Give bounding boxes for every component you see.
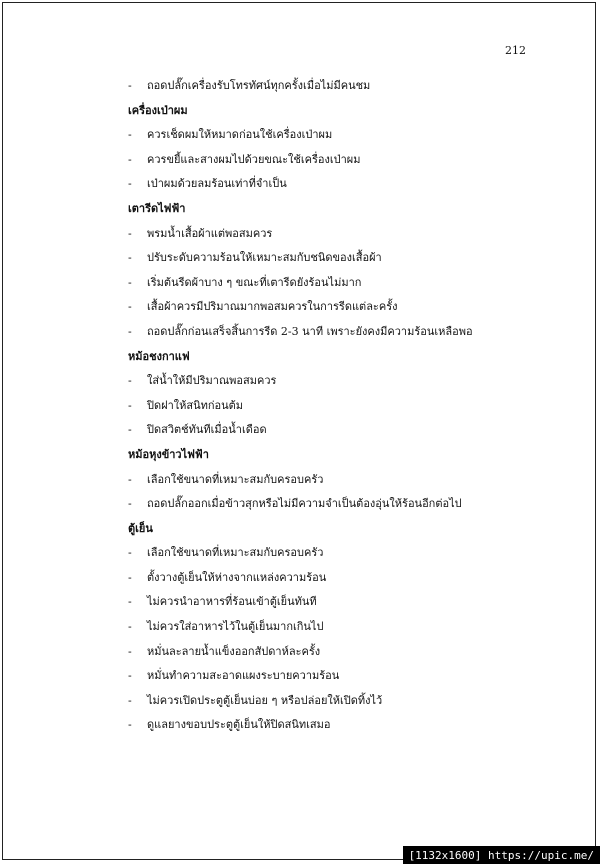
list-item-text: ปิดสวิตช์ทันทีเมื่อน้ำเดือด xyxy=(147,423,267,437)
page-number: 212 xyxy=(505,44,526,57)
list-item-text: เป่าผมด้วยลมร้อนเท่าที่จำเป็น xyxy=(147,177,287,191)
list-item xyxy=(128,297,548,322)
bullet-dash: - xyxy=(128,152,132,166)
list-item-text: ไม่ควรเปิดประตูตู้เย็นบ่อย ๆ หรือปล่อยให้เปิดทิ้งไว้ xyxy=(147,693,383,707)
list-item xyxy=(128,470,548,495)
list-item-text: ดูแลยางขอบประตูตู้เย็นให้ปิดสนิทเสมอ xyxy=(147,718,331,732)
bullet-dash: - xyxy=(128,620,132,634)
list-item-text: ปรับระดับความร้อนให้เหมาะสมกับชนิดของเสื้อผ้า xyxy=(147,251,382,265)
list-item-text: ถอดปลั๊กก่อนเสร็จสิ้นการรีด 2-3 นาที เพราะยังคงมีความร้อนเหลือพอ xyxy=(147,324,473,338)
list-item-text: เริ่มต้นรีดผ้าบาง ๆ ขณะที่เตารีดยังร้อนไม่มาก xyxy=(147,275,362,289)
list-item xyxy=(128,174,548,199)
list-item-text: ปิดฝาให้สนิทก่อนต้ม xyxy=(147,398,244,412)
bullet-dash: - xyxy=(128,546,132,560)
bullet-dash: - xyxy=(128,497,132,511)
section-heading: เตารีดไฟฟ้า xyxy=(128,201,186,215)
list-item xyxy=(128,666,548,691)
list-item xyxy=(128,420,548,445)
bullet-dash: - xyxy=(128,300,132,314)
section-heading: หม้อหุงข้าวไฟฟ้า xyxy=(128,447,209,461)
bullet-dash: - xyxy=(128,79,132,92)
bullet-dash: - xyxy=(128,669,132,683)
bullet-dash: - xyxy=(128,275,132,289)
bullet-dash: - xyxy=(128,472,132,486)
list-item xyxy=(128,543,548,568)
bullet-dash: - xyxy=(128,177,132,191)
list-item xyxy=(128,125,548,150)
list-item xyxy=(128,248,548,273)
list-item xyxy=(128,150,548,175)
list-item xyxy=(128,322,548,347)
bullet-dash: - xyxy=(128,595,132,609)
list-item-text: หมั่นละลายน้ำแข็งออกสัปดาห์ละครั้ง xyxy=(147,644,321,658)
section-heading: เครื่องเป่าผม xyxy=(128,103,188,117)
list-item xyxy=(128,691,548,716)
bullet-dash: - xyxy=(128,693,132,707)
section-heading: ตู้เย็น xyxy=(128,521,153,535)
list-item-text: เลือกใช้ขนาดที่เหมาะสมกับครอบครัว xyxy=(147,546,324,560)
list-item xyxy=(128,592,548,617)
list-item-text: ถอดปลั๊กออกเมื่อข้าวสุกหรือไม่มีความจำเป็นต้องอุ่นให้ร้อนอีกต่อไป xyxy=(147,497,462,511)
list-item-text: ตั้งวางตู้เย็นให้ห่างจากแหล่งความร้อน xyxy=(147,570,327,584)
bullet-dash: - xyxy=(128,398,132,412)
bullet-dash: - xyxy=(128,374,132,388)
list-item-text: ไม่ควรใส่อาหารไว้ในตู้เย็นมากเกินไป xyxy=(147,620,324,634)
list-item-text: ถอดปลั๊กเครื่องรับโทรทัศน์ทุกครั้งเมื่อไม่มีคนชม xyxy=(147,79,371,92)
list-item-text: ใส่น้ำให้มีปริมาณพอสมควร xyxy=(147,374,277,388)
list-item xyxy=(128,396,548,421)
bullet-dash: - xyxy=(128,324,132,338)
list-item xyxy=(128,642,548,667)
list-item-text: เสื้อผ้าควรมีปริมาณมากพอสมควรในการรีดแต่ละครั้ง xyxy=(147,300,398,314)
bullet-dash: - xyxy=(128,570,132,584)
bullet-dash: - xyxy=(128,226,132,240)
list-item xyxy=(128,617,548,642)
list-item-text: ควรเช็ดผมให้หมาดก่อนใช้เครื่องเป่าผม xyxy=(147,128,333,142)
document-body xyxy=(128,76,548,740)
list-item xyxy=(128,273,548,298)
list-item xyxy=(128,494,548,519)
bullet-dash: - xyxy=(128,128,132,142)
list-item-text: ควรขยี้และสางผมไปด้วยขณะใช้เครื่องเป่าผม xyxy=(147,152,361,166)
list-item-text: เลือกใช้ขนาดที่เหมาะสมกับครอบครัว xyxy=(147,472,324,486)
list-item xyxy=(128,715,548,740)
list-item xyxy=(128,568,548,593)
list-item-text: ไม่ควรนำอาหารที่ร้อนเข้าตู้เย็นทันที xyxy=(147,595,317,609)
list-item xyxy=(128,76,548,101)
section-heading: หม้อชงกาแฟ xyxy=(128,349,190,363)
list-item-text: หมั่นทำความสะอาดแผงระบายความร้อน xyxy=(147,669,340,683)
bullet-dash: - xyxy=(128,423,132,437)
bullet-dash: - xyxy=(128,718,132,732)
list-item xyxy=(128,224,548,249)
bullet-dash: - xyxy=(128,644,132,658)
list-item-text: พรมน้ำเสื้อผ้าแต่พอสมควร xyxy=(147,226,273,240)
watermark: [1132x1600] https://upic.me/ xyxy=(403,846,600,864)
bullet-dash: - xyxy=(128,251,132,265)
list-item xyxy=(128,371,548,396)
